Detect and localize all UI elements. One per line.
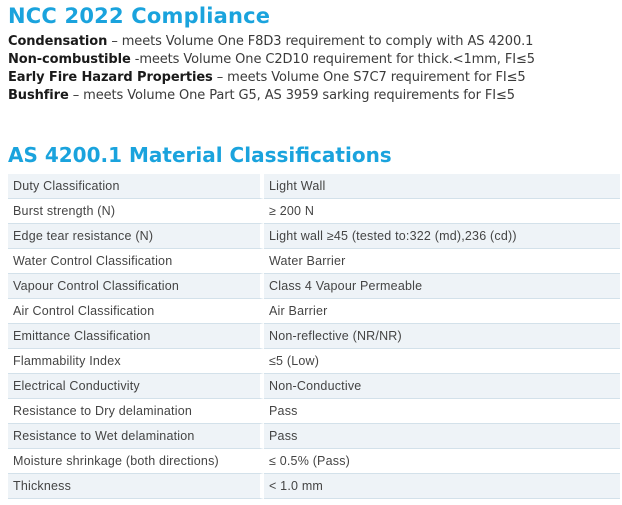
value-cell: Air Barrier [264, 299, 620, 324]
value-cell: < 1.0 mm [264, 474, 620, 499]
table-row [8, 249, 620, 274]
table-row [8, 199, 620, 224]
property-cell: Resistance to Dry delamination [8, 399, 264, 424]
classification-table [8, 174, 620, 499]
table-row [8, 449, 620, 474]
property-cell: Emittance Classification [8, 324, 264, 349]
value-cell: ≤5 (Low) [264, 349, 620, 374]
requirement-non-combustible [8, 51, 618, 69]
material-classifications-heading: AS 4200.1 Material Classifications [8, 143, 392, 167]
property-cell: Duty Classification [8, 174, 264, 199]
requirement-bushfire [8, 87, 618, 105]
table-row [8, 274, 620, 299]
value-cell: ≤ 0.5% (Pass) [264, 449, 620, 474]
property-cell: Resistance to Wet delamination [8, 424, 264, 449]
requirement-label: Bushfire [8, 88, 69, 103]
ncc-requirements-list [8, 33, 618, 105]
value-cell: Non-Conductive [264, 374, 620, 399]
value-cell: Light Wall [264, 174, 620, 199]
property-cell: Edge tear resistance (N) [8, 224, 264, 249]
property-cell: Vapour Control Classification [8, 274, 264, 299]
requirement-text: – meets Volume One S7C7 requirement for FI≤5 [212, 70, 526, 85]
table-row [8, 299, 620, 324]
table-row [8, 474, 620, 499]
property-cell: Air Control Classification [8, 299, 264, 324]
requirement-text: – meets Volume One Part G5, AS 3959 sarking requirements for FI≤5 [68, 88, 515, 103]
table-row [8, 399, 620, 424]
requirement-text: – meets Volume One F8D3 requirement to comply with AS 4200.1 [107, 34, 534, 49]
requirement-early-fire-hazard [8, 69, 618, 87]
value-cell: Water Barrier [264, 249, 620, 274]
table-row [8, 349, 620, 374]
value-cell: Light wall ≥45 (tested to:322 (md),236 (cd)) [264, 224, 620, 249]
requirement-label: Condensation [8, 34, 108, 49]
requirement-condensation [8, 33, 618, 51]
requirement-label: Early Fire Hazard Properties [8, 70, 213, 85]
ncc-compliance-heading: NCC 2022 Compliance [8, 4, 271, 28]
table-row [8, 424, 620, 449]
property-cell: Thickness [8, 474, 264, 499]
table-row [8, 324, 620, 349]
requirement-text: -meets Volume One C2D10 requirement for thick.<1mm, FI≤5 [130, 52, 535, 67]
property-cell: Burst strength (N) [8, 199, 264, 224]
table-row [8, 174, 620, 199]
property-cell: Moisture shrinkage (both directions) [8, 449, 264, 474]
requirement-label: Non-combustible [8, 52, 131, 67]
property-cell: Electrical Conductivity [8, 374, 264, 399]
value-cell: Non-reflective (NR/NR) [264, 324, 620, 349]
table-row [8, 224, 620, 249]
value-cell: Pass [264, 424, 620, 449]
value-cell: Pass [264, 399, 620, 424]
table-row [8, 374, 620, 399]
property-cell: Flammability Index [8, 349, 264, 374]
value-cell: ≥ 200 N [264, 199, 620, 224]
property-cell: Water Control Classification [8, 249, 264, 274]
value-cell: Class 4 Vapour Permeable [264, 274, 620, 299]
